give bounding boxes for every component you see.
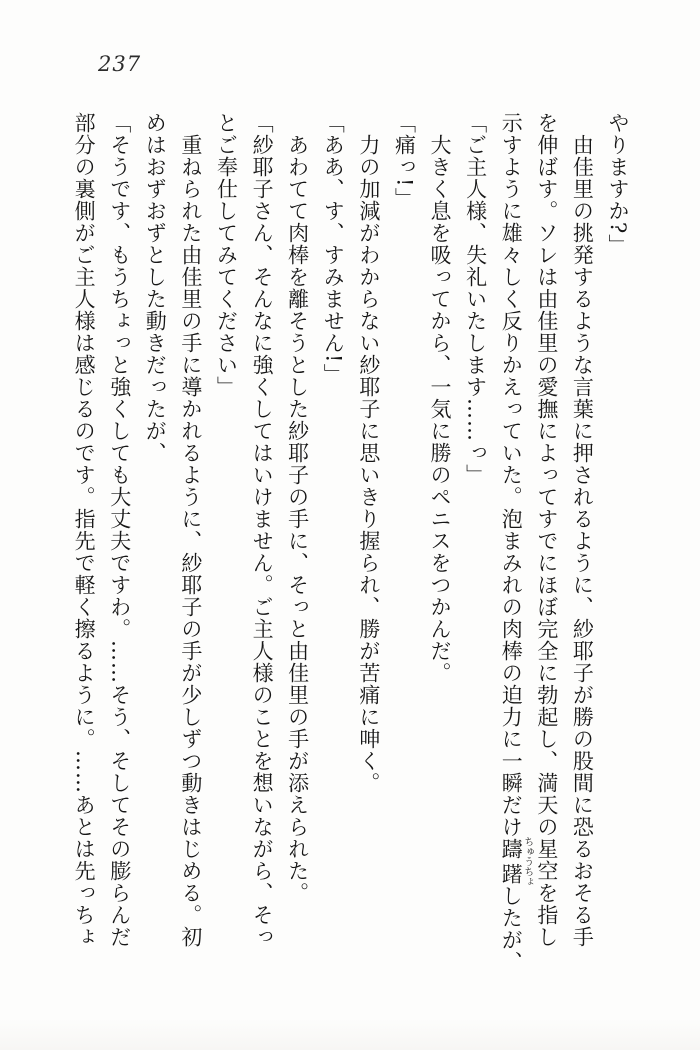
ruby-base-text: 躊躇 [499, 836, 524, 887]
paragraph-text: 由佳里の挑発するような言葉に押されるように、紗耶子が勝の股間に恐るおそる手を伸ばす。ソレは由佳里の愛撫によってすでにほぼ完全に勃起し、満天の星空を指し示すように雄々しく反りかえっていた。泡まみれの肉棒の迫力に一瞬だけ [499, 112, 595, 948]
paragraph-text: したが [499, 885, 524, 951]
page-number: 237 [98, 52, 142, 76]
paragraph-dialogue: 「ご主人様、失礼いたします……っ」 [463, 112, 488, 486]
paragraph-narration: あわてて肉棒を離そうとした紗耶子の手に、そっと由佳里の手が添えられた。 [285, 134, 310, 904]
paragraph-narration: 重ねられた由佳里の手に導かれるように、紗耶子の手が少しずつ動きはじめる。初めはおずおずとした動きだったが、 [143, 112, 203, 948]
paragraph-dialogue: 「そうです、もうちょっと強くしても大丈夫ですわ。……そう、そしてその膨らんだ部分の裏側がご主人様は感じるのです。指先で軽く擦るように。……あとは先っちょ [72, 112, 132, 948]
hanging-comma: 、 [499, 951, 524, 952]
paragraph-dialogue: 「紗耶子さん、そんなに強くしてはいけません。ご主人様のことを想いながら、そっとご奉仕してみてください」 [214, 112, 275, 948]
paragraph-narration [493, 112, 600, 952]
paragraph-narration: 大きく息を吸ってから、一気に勝のペニスをつかんだ。 [428, 134, 453, 684]
ruby-annotation-text: ちゅうちょ [521, 836, 533, 887]
paragraph-dialogue: 「痛っ!」 [392, 112, 417, 210]
paragraph-narration: 力の加減がわからない紗耶子に思いきり握られ、勝が苦痛に呻く。 [356, 134, 381, 794]
furigana-ruby [499, 836, 533, 887]
paragraph-dialogue: 「ああ、す、すみません!」 [321, 112, 346, 386]
paragraph-dialogue-end: やりますか?」 [606, 112, 630, 257]
vertical-text-block [66, 112, 636, 952]
